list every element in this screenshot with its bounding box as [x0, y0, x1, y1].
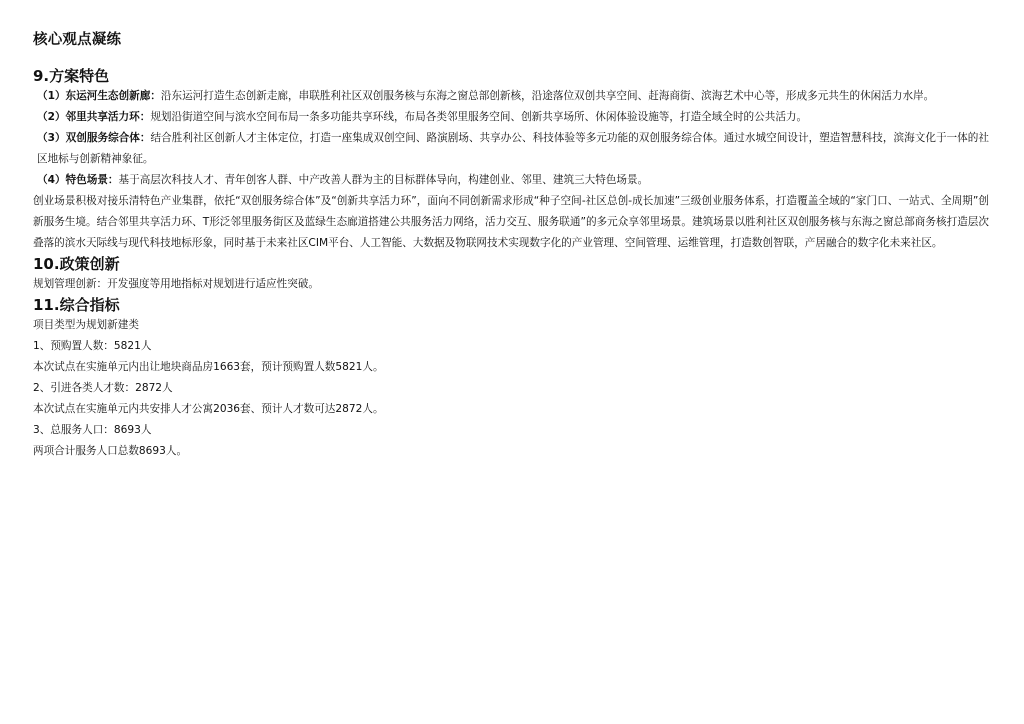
document-title: 核心观点凝练: [33, 32, 122, 48]
indicator-line: 两项合计服务人口总数8693人。: [33, 445, 188, 457]
indicator-line: 1、预购置人数：5821人: [33, 340, 152, 352]
section-heading-indicators: 11.综合指标: [33, 296, 120, 314]
indicator-line: 本次试点在实施单元内共安排人才公寓2036套、预计人才数可达2872人。: [33, 403, 384, 415]
feature-item-3: [33, 128, 989, 170]
feature-item-text: 结合胜利社区创新人才主体定位，打造一座集成双创空间、路演剧场、共享办公、科技体验等多元功能的双创服务综合体。通过水城空间设计，塑造智慧科技，滨海文化于一体的社区地标与创新精神象征。: [37, 132, 989, 165]
indicator-line: 3、总服务人口：8693人: [33, 424, 152, 436]
section-heading-scheme-features: 9.方案特色: [33, 67, 110, 85]
indicator-line: 2、引进各类人才数：2872人: [33, 382, 173, 394]
policy-text: 规划管理创新：开发强度等用地指标对规划进行适应性突破。: [33, 278, 320, 290]
feature-item-2: [33, 107, 989, 128]
feature-item-text: 基于高层次科技人才、青年创客人群、中产改善人群为主的目标群体导向，构建创业、邻里、建筑三大特色场景。: [118, 174, 649, 186]
feature-item-1: [33, 86, 989, 107]
indicator-line: 本次试点在实施单元内出让地块商品房1663套，预计预购置人数5821人。: [33, 361, 384, 373]
scenario-paragraph: 创业场景积极对接乐清特色产业集群，依托“双创服务综合体”及“创新共享活力环”，面向不同创新需求形成“种子空间-社区总创-成长加速”三级创业服务体系，打造覆盖全域的“家门口、一站式、全周期”创新服务生境。结合邻里共享活力环、T形泛邻里服务街区及蓝绿生态廊道搭建公共服务活力网络，活力交互、服务联通”的多元众享邻里场景。建筑场景以胜利社区双创服务核与东海之窗总部商务核打造层次叠落的滨水天际线与现代科技地标形象，同时基于未来社区CIM平台、人工智能、大数据及物联网技术实现数字化的产业管理、空间管理、运维管理，打造数创智联，产居融合的数字化未来社区。: [33, 195, 989, 249]
feature-item-text: 沿东运河打造生态创新走廊，串联胜利社区双创服务核与东海之窗总部创新核，沿途落位双创共享空间、赶海商街、滨海艺术中心等，形成多元共生的休闲活力水岸。: [160, 90, 935, 102]
feature-item-label: （1）东运河生态创新廊：: [37, 90, 161, 102]
feature-item-4: [33, 170, 989, 191]
feature-item-text: 规划沿街道空间与滨水空间布局一条多功能共享环线，布局各类邻里服务空间、创新共享场所、休闲体验设施等，打造全域全时的公共活力。: [150, 111, 808, 123]
section-heading-policy-innovation: 10.政策创新: [33, 255, 120, 273]
document-page: [33, 28, 989, 462]
feature-item-label: （3）双创服务综合体：: [37, 132, 151, 144]
feature-item-label: （2）邻里共享活力环：: [37, 111, 151, 123]
feature-item-label: （4）特色场景：: [37, 174, 119, 186]
indicator-line: 项目类型为规划新建类: [33, 319, 139, 331]
